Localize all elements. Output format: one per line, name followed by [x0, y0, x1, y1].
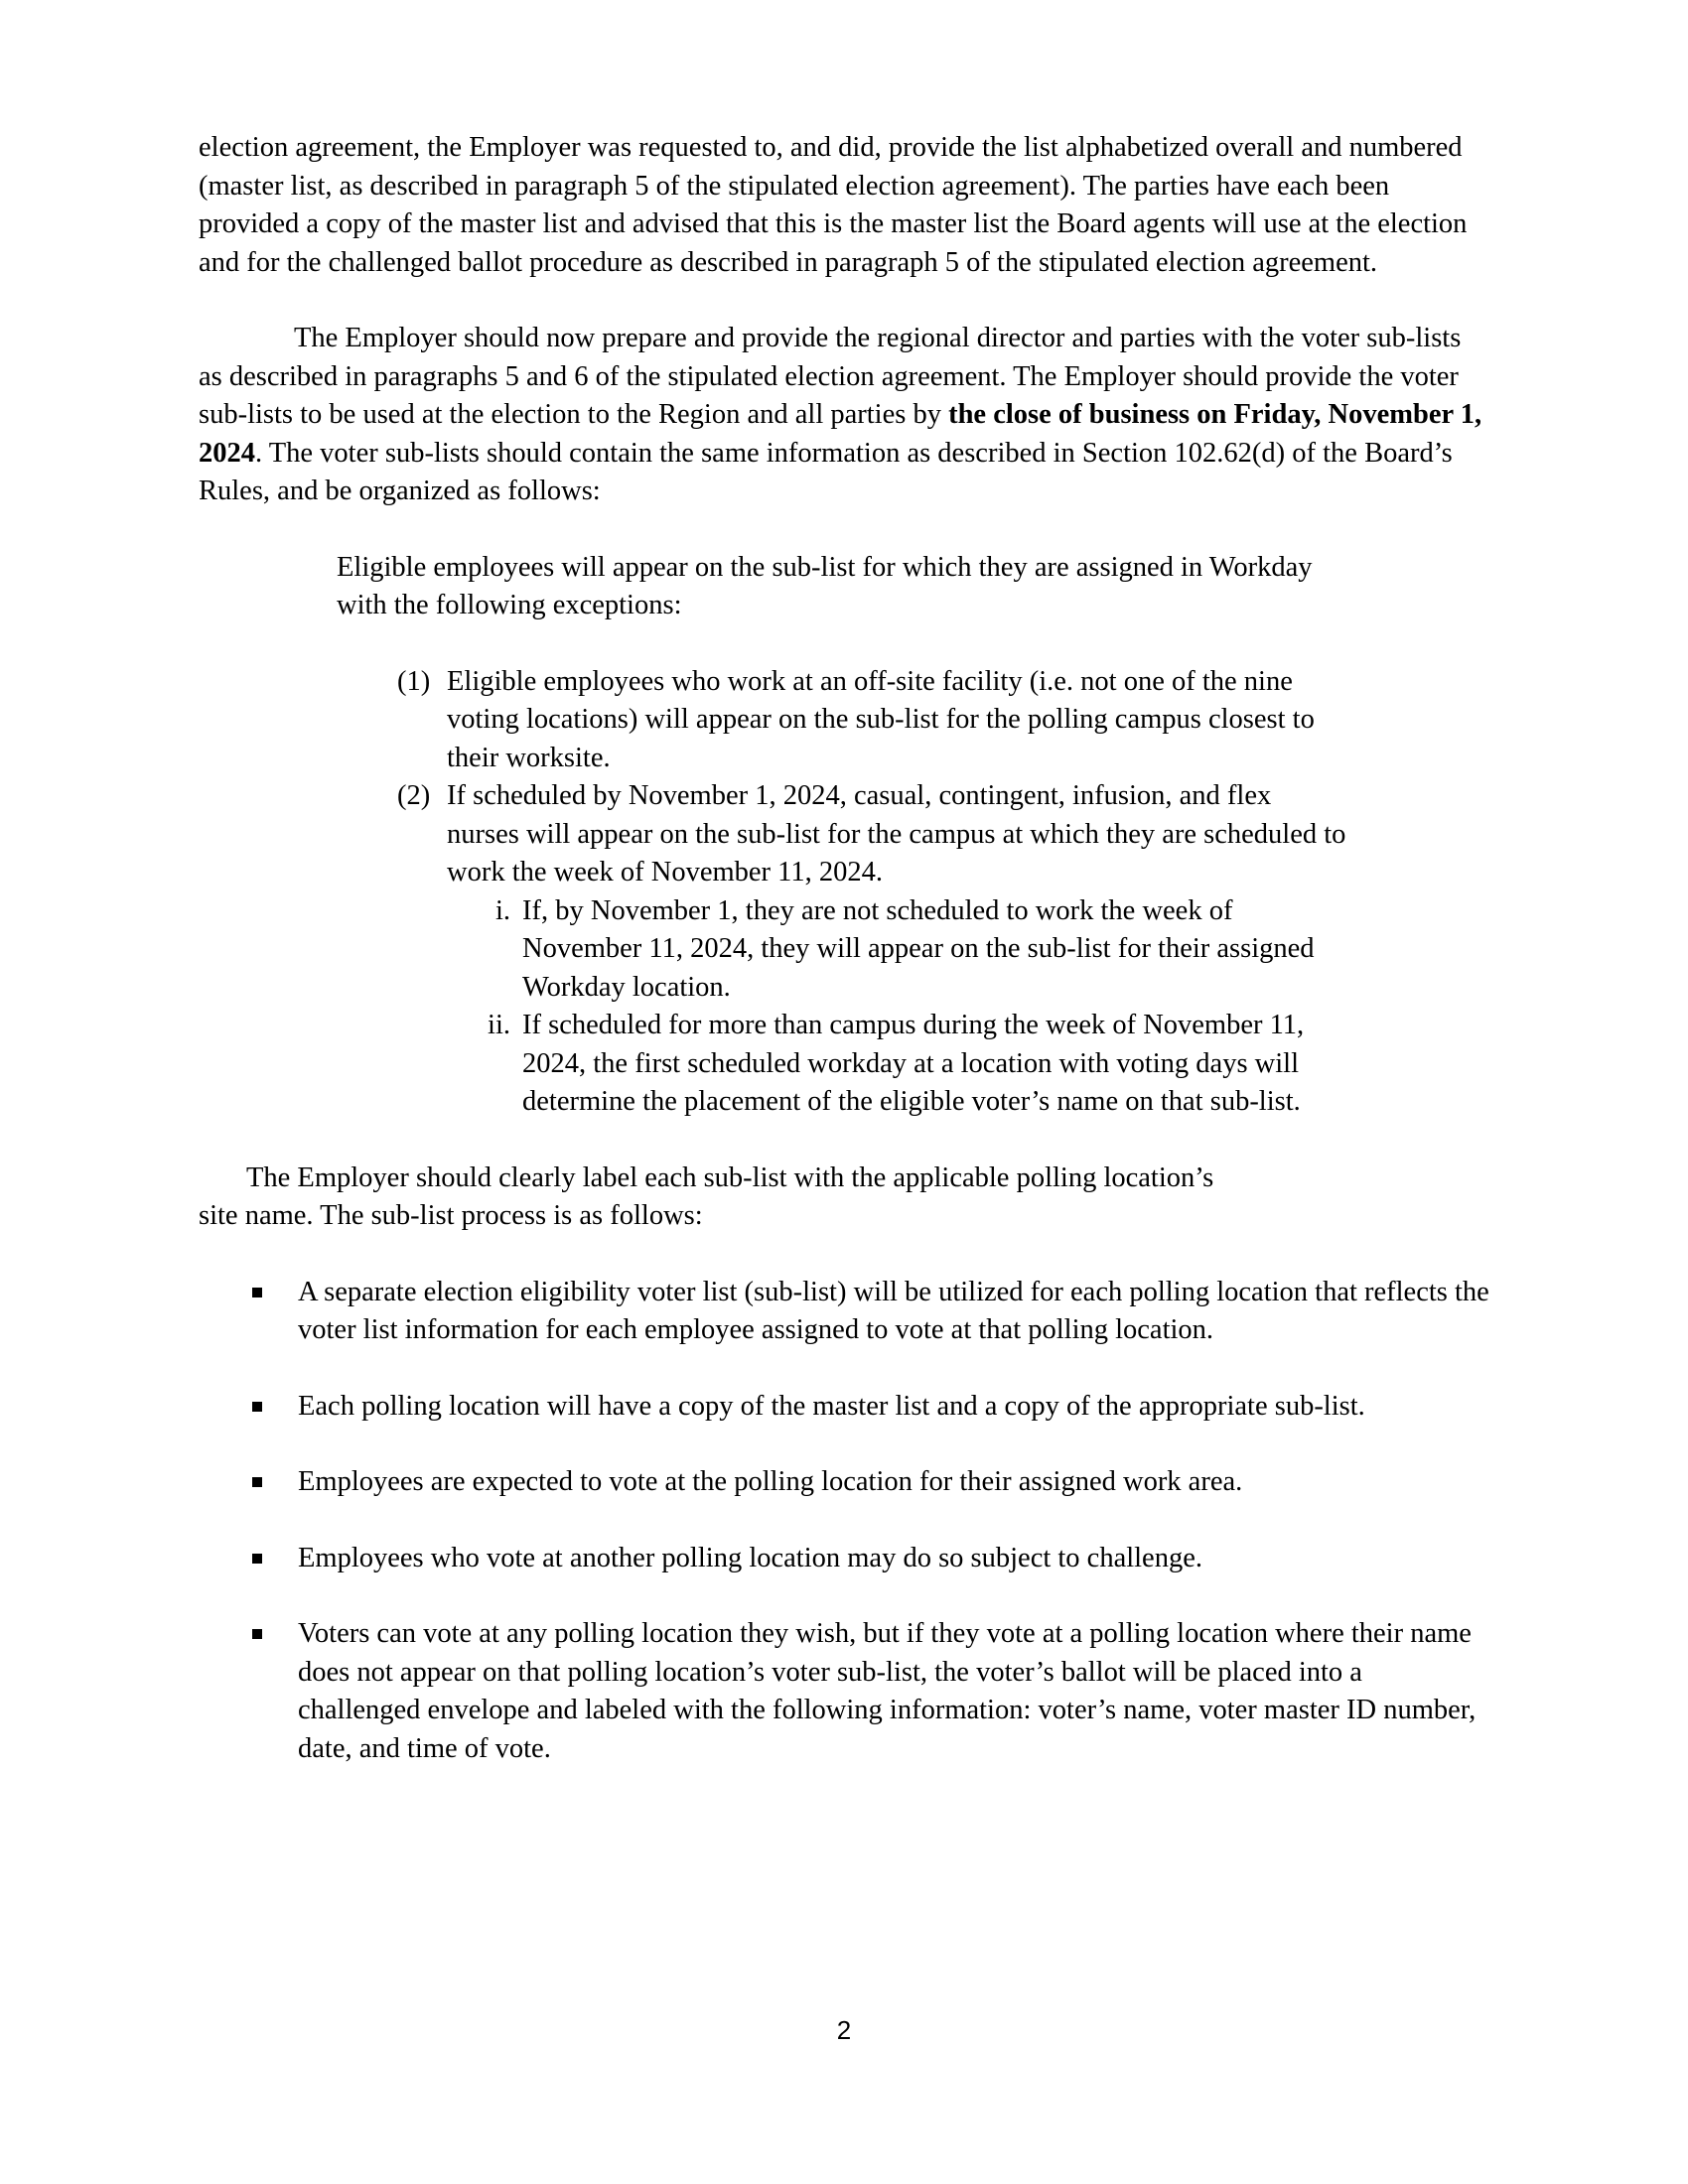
square-bullet-icon — [199, 1540, 298, 1578]
process-bullet-list — [199, 1274, 1489, 1769]
exception-label: (2) — [397, 780, 431, 811]
quote-intro: Eligible employees will appear on the sub-list for which they are assigned in Workday with the following exceptions: — [337, 551, 1313, 620]
sub-exception-text: If scheduled for more than campus during the week of November 11, 2024, the first scheduled workday at a location with voting days will determine the placement of the eligible voter’s name on that sub-list. — [522, 1010, 1305, 1117]
exception-text: Eligible employees who work at an off-site facility (i.e. not one of the nine voting locations) will appear on the sub-list for the polling campus closest to their worksite. — [447, 665, 1315, 773]
bullet-text: Employees who vote at another polling location may do so subject to challenge. — [298, 1542, 1202, 1573]
paragraph-sub-lists-text-2: . The voter sub-lists should contain the same information as described in Section 102.62(d) of the Board’s Rules, and be organized as follows: — [199, 437, 1453, 506]
square-bullet-icon — [199, 1463, 298, 1502]
paragraph-sub-lists — [199, 320, 1489, 511]
paragraph-sub-lists-text-1: The Employer should now prepare and provide the regional director and parties with the voter sub-lists as described in paragraphs 5 and 6 of the stipulated election agreement. The Employer should provide the voter sub-lists to be used at the election to the Region and all parties by — [199, 323, 1462, 430]
bullet-item — [199, 1274, 1489, 1350]
bullet-text: Each polling location will have a copy of the master list and a copy of the appropriate sub-list. — [298, 1390, 1365, 1422]
exception-item — [397, 777, 1350, 892]
exceptions-list — [397, 663, 1350, 1122]
sub-exception-item — [463, 892, 1350, 1008]
sub-exception-item — [463, 1007, 1350, 1122]
sub-exception-text: If, by November 1, they are not scheduled to work the week of November 11, 2024, they will appear on the sub-list for their assigned Workday location. — [522, 894, 1315, 1003]
bullet-item — [199, 1540, 1489, 1578]
document-body — [199, 129, 1489, 1806]
square-bullet-icon — [199, 1615, 298, 1768]
page-number: 2 — [836, 2015, 852, 2045]
bullet-text: Employees are expected to vote at the polling location for their assigned work area. — [298, 1466, 1243, 1497]
square-bullet-icon — [199, 1274, 298, 1350]
bullet-item — [199, 1463, 1489, 1502]
bullet-item — [199, 1615, 1489, 1768]
exception-item — [397, 663, 1350, 778]
square-bullet-icon — [199, 1388, 298, 1427]
deadline-bold: the close of business on Friday, November 1, 2024 — [199, 399, 1482, 469]
sub-exception-label: i. — [494, 894, 510, 926]
bullet-item — [199, 1388, 1489, 1427]
exception-text: If scheduled by November 1, 2024, casual, contingent, infusion, and flex nurses will appear on the sub-list for the campus at which they are scheduled to work the week of November 11, 2024. — [447, 780, 1346, 887]
paragraph-label-sub-list: The Employer should clearly label each sub-list with the applicable polling location’s site name. The sub-list process is as follows: — [199, 1161, 1214, 1231]
exception-label: (1) — [397, 665, 431, 697]
bullet-text: Voters can vote at any polling location they wish, but if they vote at a polling location where their name does not appear on that polling location’s voter sub-list, the voter’s ballot will be placed into a challenged envelope and labeled with the following information: voter’s name, voter master ID number, date, and time of vote. — [298, 1618, 1477, 1764]
sub-exception-list — [463, 892, 1350, 1122]
bullet-text: A separate election eligibility voter list (sub-list) will be utilized for each polling location that reflects the voter list information for each employee assigned to vote at that polling location. — [298, 1276, 1489, 1345]
paragraph-master-list: election agreement, the Employer was requested to, and did, provide the list alphabetized overall and numbered (master list, as described in paragraph 5 of the stipulated election agreement). The parties have each been provided a copy of the master list and advised that this is the master list the Board agents will use at the election and for the challenged ballot procedure as described in paragraph 5 of the stipulated election agreement. — [199, 132, 1468, 278]
sub-exception-label: ii. — [488, 1010, 510, 1040]
